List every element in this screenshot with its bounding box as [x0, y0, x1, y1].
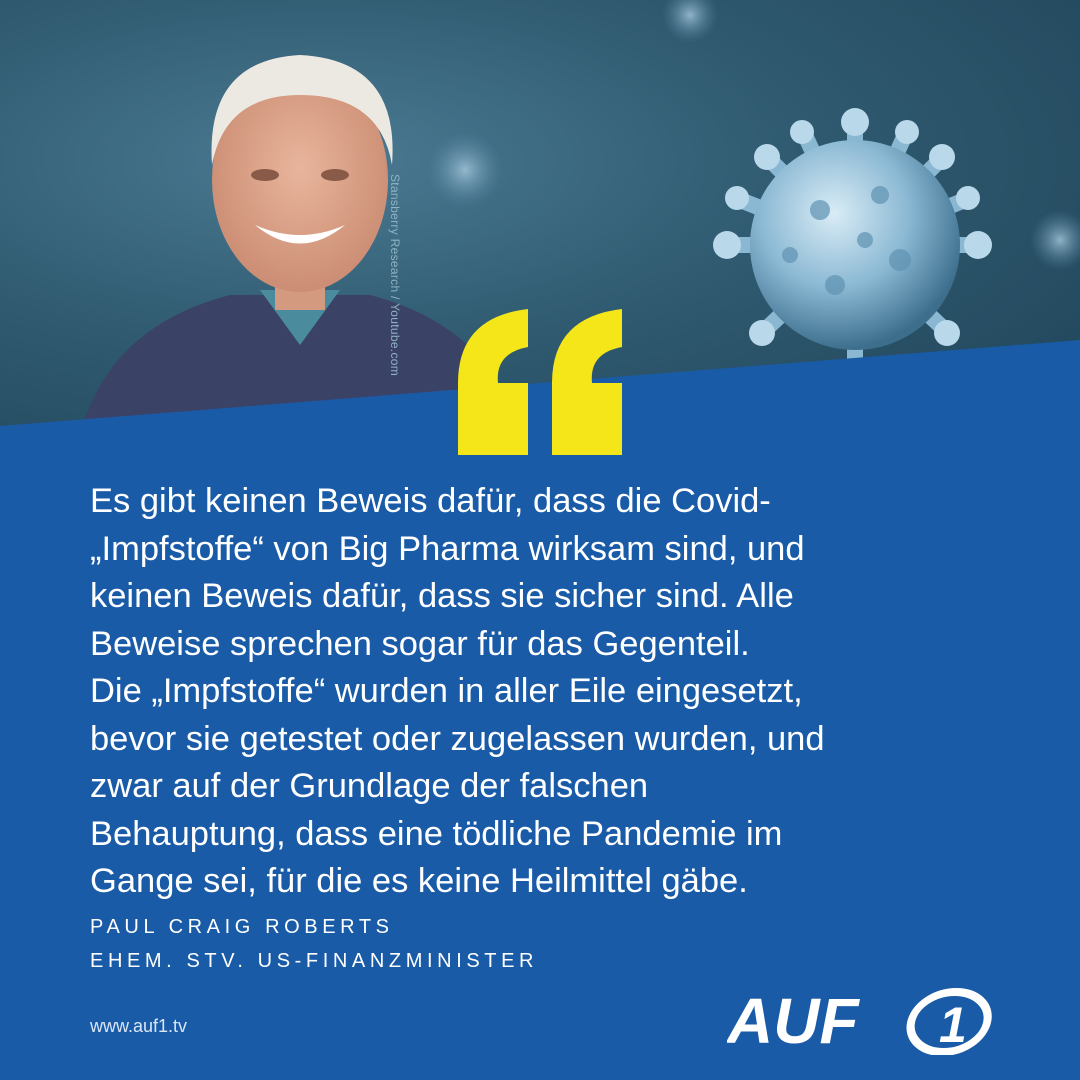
author-title: EHEM. STV. US-FINANZMINISTER: [90, 950, 539, 972]
author-name: PAUL CRAIG ROBERTS: [90, 916, 394, 938]
logo-text: AUF: [727, 985, 859, 1055]
author-block: [90, 910, 538, 978]
quote-text: Es gibt keinen Beweis dafür, dass die Covid- „Impfstoffe“ von Big Pharma wirksam sind, und keinen Beweis dafür, dass sie sicher sind. Alle Beweise sprechen sogar für das Gegenteil. Die „Impfstoffe“ wurden in aller Eile eingesetzt, bevor sie getestet oder zugelassen wurden, und zwar auf der Grundlage der falschen Behauptung, dass eine tödliche Pandemie im Gange sei, für die es keine Heilmittel gäbe.: [90, 482, 825, 900]
quote-mark-icon: [440, 305, 635, 455]
logo-numeral: 1: [939, 997, 967, 1053]
website-link[interactable]: www.auf1.tv: [90, 1016, 188, 1036]
auf1-logo: [727, 985, 997, 1055]
image-credit: Stansberry Research / Youtube.com: [388, 174, 402, 377]
